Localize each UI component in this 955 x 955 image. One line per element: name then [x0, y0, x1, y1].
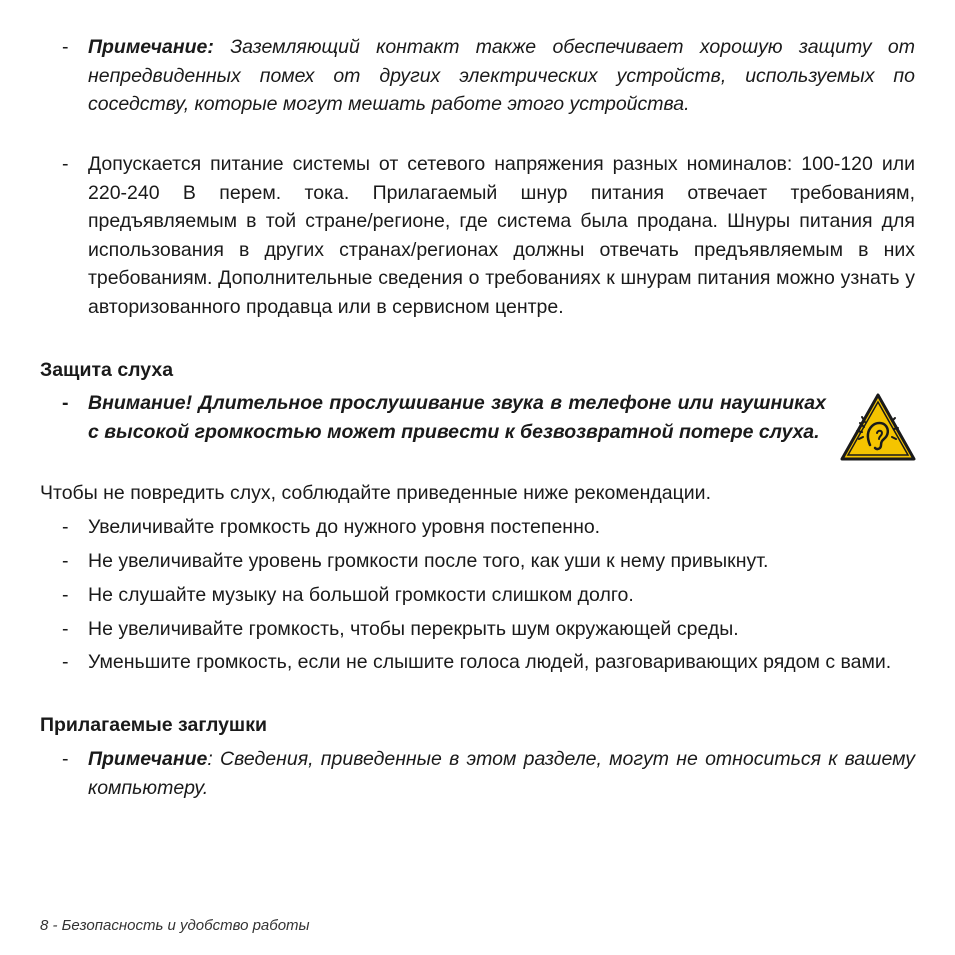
- list-dash: -: [62, 584, 69, 606]
- list-item: - Не увеличивайте громкость, чтобы перекрыть шум окружающей среды.: [62, 615, 915, 644]
- note-text: : Сведения, приведенные в этом разделе, могут не относиться к вашему компьютеру.: [88, 748, 915, 799]
- list-item: - Не слушайте музыку на большой громкости слишком долго.: [62, 581, 915, 610]
- note-label: Примечание: [88, 748, 208, 770]
- power-info: [62, 150, 915, 321]
- list-item: - Увеличивайте громкость до нужного уровня постепенно.: [62, 513, 915, 542]
- section-heading-hearing: Защита слуха: [40, 359, 174, 381]
- list-dash: -: [62, 748, 69, 770]
- note-plugs: [62, 745, 915, 802]
- list-item: - Уменьшите громкость, если не слышите голоса людей, разговаривающих рядом с вами.: [62, 648, 915, 677]
- hearing-warning-icon: [840, 393, 916, 461]
- list-dash: -: [62, 392, 69, 414]
- list-dash: -: [62, 516, 69, 538]
- list-dash: -: [62, 618, 69, 640]
- note-grounding: [62, 33, 915, 119]
- list-item: - Не увеличивайте уровень громкости после того, как уши к нему привыкнут.: [62, 547, 915, 576]
- warning-text: Внимание! Длительное прослушивание звука в телефоне или наушниках с высокой громкостью может привести к безвозвратной потере слуха.: [88, 392, 826, 443]
- note-text: Заземляющий контакт также обеспечивает хорошую защиту от непредвиденных помех от других электрических устройств, используемых по соседству, которые могут мешать работе этого устройства.: [88, 36, 915, 115]
- list-dash: -: [62, 36, 69, 58]
- section-heading-plugs: Прилагаемые заглушки: [40, 714, 267, 736]
- hearing-intro: Чтобы не повредить слух, соблюдайте приведенные ниже рекомендации.: [40, 482, 711, 504]
- note-label: Примечание:: [88, 36, 214, 58]
- list-dash: -: [62, 550, 69, 572]
- hearing-warning: [62, 389, 826, 446]
- power-text: Допускается питание системы от сетевого напряжения разных номиналов: 100-120 или 220-240 В перем. тока. Прилагаемый шнур питания отвечает требованиям, предъявляемым в той стране/регионе, где система была продана. Шнуры питания для использования в других странах/регионах должны отвечать предъявляемым в них требованиям. Дополнительные сведения о требованиях к шнурам питания можно узнать у авторизованного продавца или в сервисном центре.: [88, 153, 915, 318]
- list-dash: -: [62, 651, 69, 673]
- page-footer: 8 - Безопасность и удобство работы: [40, 917, 310, 934]
- list-dash: -: [62, 153, 69, 175]
